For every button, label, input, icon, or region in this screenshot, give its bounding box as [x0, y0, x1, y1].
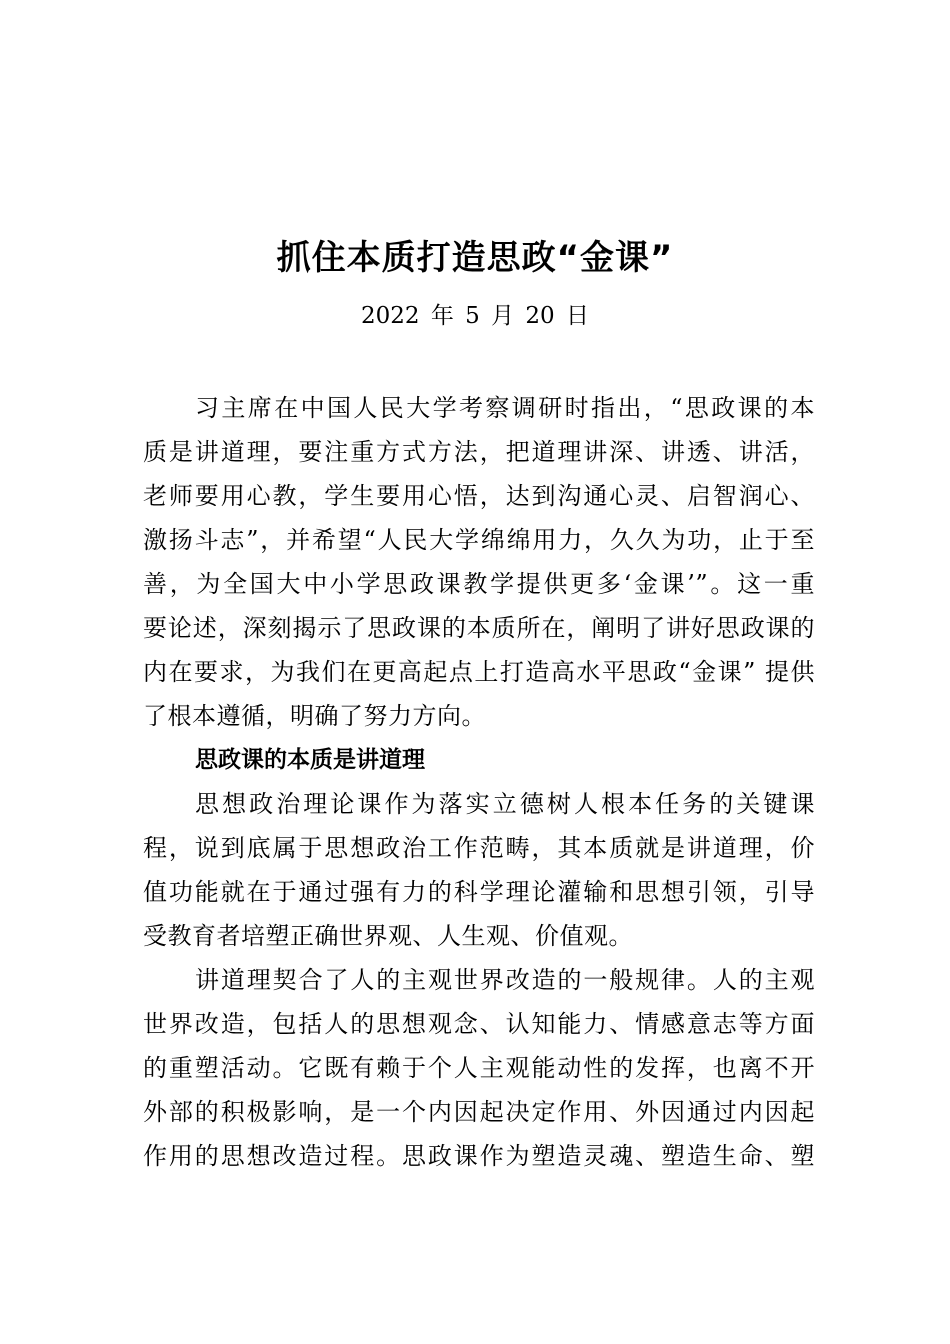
paragraph-line: 内在要求，为我们在更高起点上打造高水平思政“金课” 提供	[143, 658, 815, 686]
paragraph-line: 外部的积极影响，是一个内因起决定作用、外因通过内因起	[143, 1098, 815, 1126]
paragraph-line: 思想政治理论课作为落实立德树人根本任务的关键课	[195, 790, 815, 818]
paragraph-line: 程，说到底属于思想政治工作范畴，其本质就是讲道理，价	[143, 834, 815, 862]
paragraph-line: 老师要用心教，学生要用心悟，达到沟通心灵、启智润心、	[143, 482, 815, 510]
paragraph-line: 世界改造，包括人的思想观念、认知能力、情感意志等方面	[143, 1010, 815, 1038]
paragraph-line: 善，为全国大中小学思政课教学提供更多‘金课’”。这一重	[143, 570, 815, 598]
paragraph-line: 受教育者培塑正确世界观、人生观、价值观。	[143, 922, 633, 950]
paragraph-section-2	[143, 958, 815, 1178]
document-body	[143, 386, 815, 1178]
paragraph-line: 了根本遵循，明确了努力方向。	[143, 702, 486, 730]
paragraph-line: 讲道理契合了人的主观世界改造的一般规律。人的主观	[195, 966, 815, 994]
paragraph-line: 的重塑活动。它既有赖于个人主观能动性的发挥，也离不开	[143, 1054, 815, 1082]
document-title: 抓住本质打造思政“金课”	[276, 238, 674, 278]
paragraph-line: 作用的思想改造过程。思政课作为塑造灵魂、塑造生命、塑	[143, 1142, 815, 1170]
paragraph-intro	[143, 386, 815, 738]
paragraph-line: 值功能就在于通过强有力的科学理论灌输和思想引领，引导	[143, 878, 815, 906]
paragraph-line: 质是讲道理，要注重方式方法，把道理讲深、讲透、讲活，	[143, 438, 815, 466]
paragraph-section-1	[143, 782, 815, 958]
paragraph-line: 习主席在中国人民大学考察调研时指出，“思政课的本	[195, 394, 815, 422]
document-date: 2022 年 5 月 20 日	[361, 303, 589, 329]
paragraph-line: 要论述，深刻揭示了思政课的本质所在，阐明了讲好思政课的	[143, 614, 815, 642]
section-heading: 思政课的本质是讲道理	[195, 747, 425, 773]
paragraph-line: 激扬斗志”，并希望“人民大学绵绵用力，久久为功，止于至	[143, 526, 815, 554]
